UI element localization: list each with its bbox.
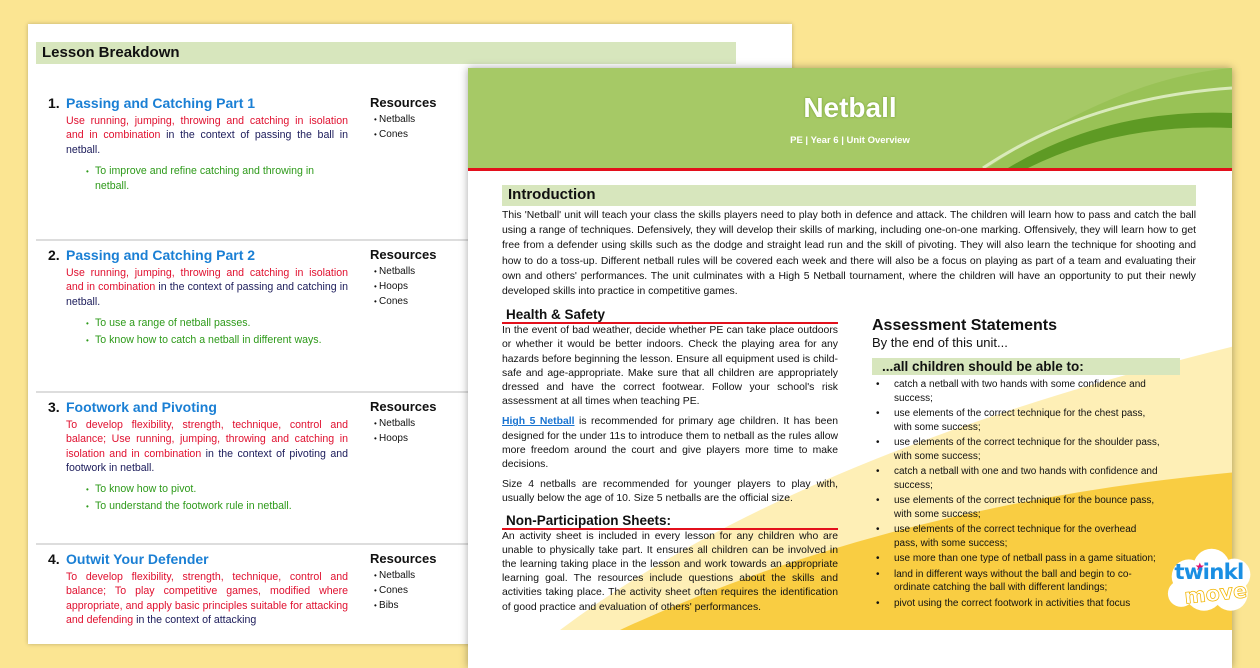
curriculum-objective: Use running, jumping, throwing and catching in isolation and in combination bbox=[66, 267, 348, 294]
lesson-description bbox=[66, 266, 348, 309]
header-rule bbox=[468, 168, 1232, 171]
objectives-list bbox=[86, 482, 336, 514]
assessment-item: • land in different ways without the ball and begin to co-ordinate catching the ball with different landings; bbox=[872, 568, 1162, 595]
curriculum-objective: To develop flexibility, strength, technique, control and balance; Use running, jumping, throwing and catching in isolation and in combination bbox=[66, 419, 348, 460]
assessment-item: • use elements of the correct technique for the overhead pass, with some success; bbox=[872, 523, 1162, 550]
curriculum-objective: Use running, jumping, throwing and catching in isolation and in combination bbox=[66, 115, 348, 142]
assessment-item: • catch a netball with two hands with some confidence and success; bbox=[872, 378, 1162, 405]
lesson-number: 4. bbox=[48, 551, 60, 567]
lesson-context: in the context of attacking bbox=[133, 613, 257, 626]
health-safety-heading: Health & Safety bbox=[502, 307, 838, 324]
assessment-item: • pivot using the correct footwork in activities that focus bbox=[872, 597, 1162, 611]
lesson-number: 3. bbox=[48, 399, 60, 415]
lesson-item bbox=[36, 95, 456, 196]
lesson-number: 2. bbox=[48, 247, 60, 263]
assessment-heading: Assessment Statements bbox=[872, 317, 1057, 335]
non-participation-text: An activity sheet is included in every lesson for any children who are unable to physically take part. It ensures all children can be involved in the learning taking place in the lesson and work towards an appropriate learning goal. The resources include questions about the skills and activities taking place. The activity sheet often requires the identification of good practice and evaluation of others' performances. bbox=[502, 530, 838, 613]
resources-label: Resources bbox=[370, 551, 437, 566]
resource-item: • Cones bbox=[374, 583, 436, 598]
health-safety-text: In the event of bad weather, decide whether PE can take place outdoors or whether it would be better indoors. Check the playing area for any hazards before beginning the lesson. Ensure all equipment used is child-safe and age-appropriate. Make sure that all children are appropriately dressed and have the correct footwear. Follow your school's risk assessment at all times when teaching PE. bbox=[502, 325, 838, 408]
resource-item: • Cones bbox=[374, 294, 436, 309]
objective-item: • To know how to pivot. bbox=[86, 482, 336, 497]
assessment-band-label: ...all children should be able to: bbox=[872, 358, 1180, 375]
resource-item: • Hoops bbox=[374, 279, 436, 294]
resources-block bbox=[370, 95, 436, 142]
twinkl-move-logo bbox=[1166, 548, 1257, 615]
intro-text: This 'Netball' unit will teach your class the skills players need to play both in defence and attack. The children will learn how to pass and catch the ball using a range of techniques. Defensively, they will develop their skills of marking, including one-on-one marking. Offensively, they will learn how to get free from a defender using skills such as the dodge and straight lead run and the skill of pivoting. They will also learn the technique for shooting and how to do a toss-up. Different netball rules will be covered each week and there will also be a focus on playing as part of a team and evaluating their own and others' performances. The unit culminates with a High 5 Netball tournament, where the children will have an opportunity to put their newly developed skills into practice in competitive games. bbox=[502, 210, 1196, 298]
left-column bbox=[502, 307, 838, 621]
overview-title: Netball bbox=[803, 92, 897, 123]
resource-item: • Netballs bbox=[374, 264, 436, 279]
overview-header bbox=[468, 68, 1232, 168]
ball-size-text: Size 4 netballs are recommended for younger players to play with, usually below the age of 10. Size 5 netballs are the official size. bbox=[502, 479, 838, 505]
lesson-item bbox=[36, 399, 456, 516]
right-column bbox=[872, 317, 1162, 612]
resource-item: • Netballs bbox=[374, 568, 436, 583]
lesson-description bbox=[66, 114, 348, 157]
resources-label: Resources bbox=[370, 247, 437, 262]
resource-item: • Cones bbox=[374, 127, 436, 142]
objectives-list bbox=[86, 164, 336, 194]
resources-block bbox=[370, 247, 436, 309]
resource-item: • Netballs bbox=[374, 416, 436, 431]
overview-content bbox=[502, 185, 1196, 621]
assessment-list bbox=[872, 378, 1162, 610]
assessment-subheading: By the end of this unit... bbox=[872, 335, 1008, 351]
objective-item: • To know how to catch a netball in different ways. bbox=[86, 333, 336, 348]
assessment-item: • catch a netball with one and two hands with confidence and success; bbox=[872, 465, 1162, 492]
overview-subtitle: PE | Year 6 | Unit Overview bbox=[790, 135, 910, 146]
logo-sub: move bbox=[1183, 578, 1249, 609]
lesson-context: in the context of pivoting and footwork in netball. bbox=[66, 447, 349, 474]
objective-item: • To improve and refine catching and throwing in netball. bbox=[86, 164, 336, 194]
resources-block bbox=[370, 399, 436, 446]
lesson-title: Outwit Your Defender bbox=[66, 551, 209, 567]
unit-overview-page bbox=[468, 68, 1232, 668]
resource-item: • Bibs bbox=[374, 598, 436, 613]
assessment-item: • use elements of the correct technique for the chest pass, with some success; bbox=[872, 407, 1162, 434]
curriculum-objective: To develop flexibility, strength, technique, control and balance; To play competitive games, modified where appropriate, and apply basic principles suitable for attacking and defending bbox=[66, 571, 348, 626]
lesson-title: Passing and Catching Part 1 bbox=[66, 95, 256, 111]
assessment-item: • use elements of the correct technique for the bounce pass, with some success; bbox=[872, 494, 1162, 521]
lesson-context: in the context of passing the ball in netball. bbox=[66, 129, 348, 156]
lesson-item bbox=[36, 247, 456, 350]
lesson-description bbox=[66, 418, 348, 475]
lesson-title: Passing and Catching Part 2 bbox=[66, 247, 256, 263]
lesson-title: Footwork and Pivoting bbox=[66, 399, 217, 415]
resources-label: Resources bbox=[370, 95, 437, 110]
lesson-breakdown-heading: Lesson Breakdown bbox=[36, 42, 736, 64]
objective-item: • To understand the footwork rule in netball. bbox=[86, 499, 336, 514]
resource-item: • Netballs bbox=[374, 112, 436, 127]
lesson-description bbox=[66, 570, 348, 627]
resources-label: Resources bbox=[370, 399, 437, 414]
assessment-item: • use more than one type of netball pass in a game situation; bbox=[872, 552, 1162, 566]
assessment-item: • use elements of the correct technique for the shoulder pass, with some success; bbox=[872, 436, 1162, 463]
non-participation-heading: Non-Participation Sheets: bbox=[502, 513, 838, 530]
high5-paragraph bbox=[502, 415, 838, 472]
lesson-number: 1. bbox=[48, 95, 60, 111]
intro-heading: Introduction bbox=[508, 186, 596, 203]
objective-item: • To use a range of netball passes. bbox=[86, 316, 336, 331]
lesson-item bbox=[36, 551, 456, 634]
logo-brand: twinkl bbox=[1174, 559, 1244, 585]
high5-netball-link[interactable]: High 5 Netball bbox=[502, 416, 575, 428]
resource-item: • Hoops bbox=[374, 431, 436, 446]
resources-block bbox=[370, 551, 436, 613]
lesson-context: in the context of passing and catching in netball. bbox=[66, 281, 348, 308]
high5-text: is recommended for primary age children. It has been designed for the under 11s to introduce them to netball as the rules allow more freedom around the court and give players more time to make decisions. bbox=[502, 416, 838, 471]
objectives-list bbox=[86, 316, 336, 348]
intro-heading-band bbox=[502, 185, 1196, 206]
